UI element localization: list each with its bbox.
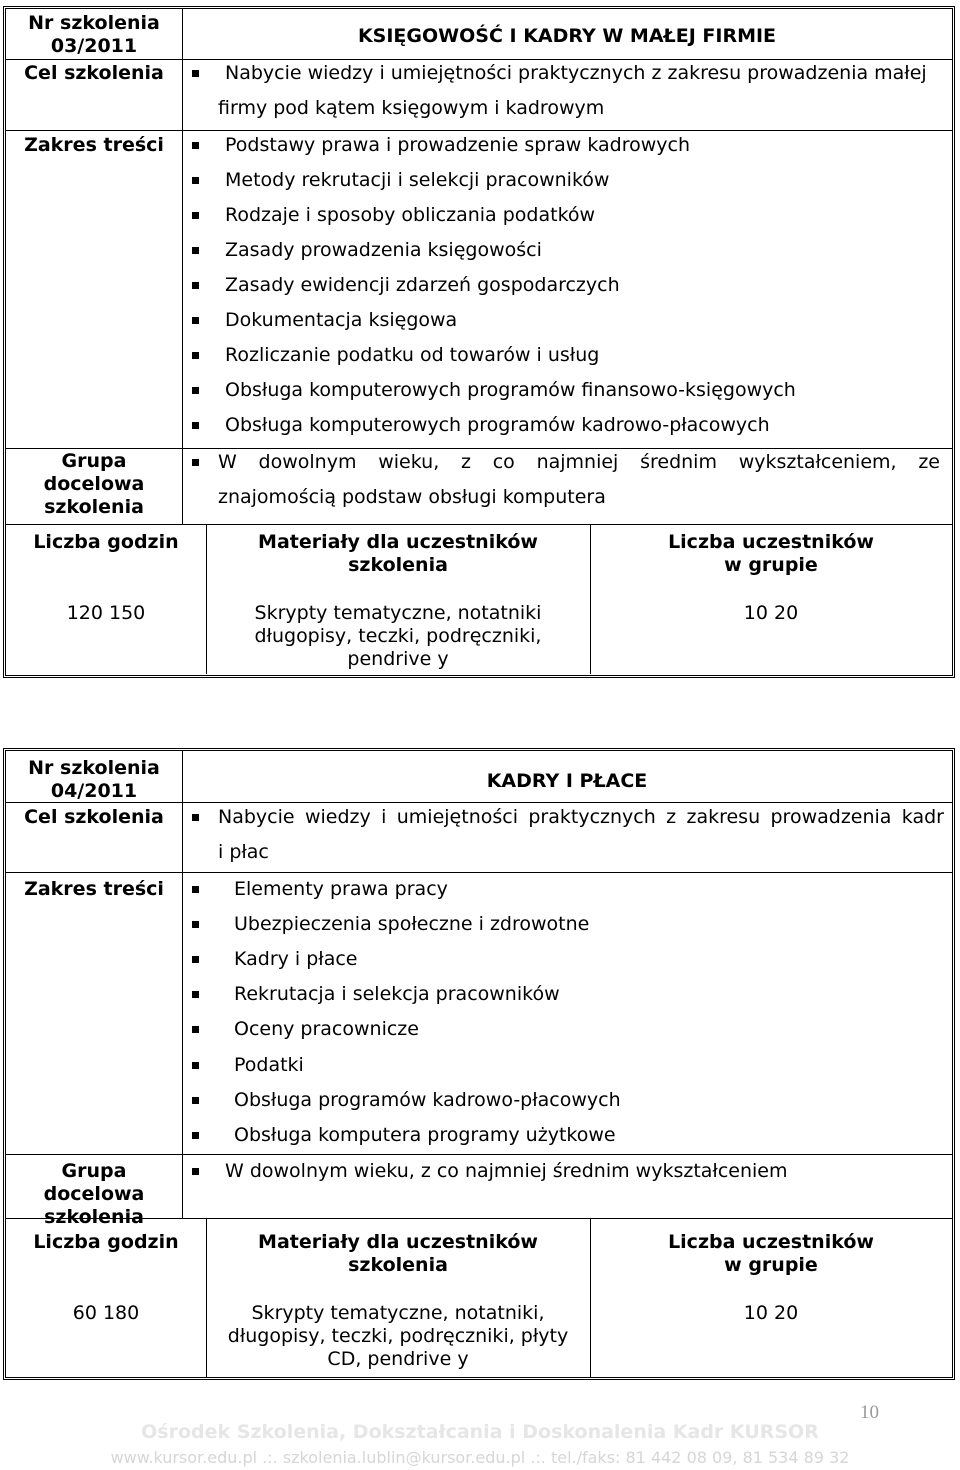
course-number-label: Nr szkolenia bbox=[28, 757, 160, 779]
materials-value-line: Skrypty tematyczne, notatniki, bbox=[251, 1302, 545, 1324]
hours-value: 60 180 bbox=[72, 1302, 140, 1324]
bullet-icon bbox=[192, 991, 199, 998]
goal-text-line-2: i płac bbox=[218, 841, 269, 863]
row-divider bbox=[6, 1154, 952, 1155]
scope-list-item-text: Dokumentacja księgowa bbox=[225, 309, 458, 331]
materials-label bbox=[206, 531, 590, 577]
participants-label bbox=[590, 531, 952, 577]
target-group-label bbox=[6, 450, 182, 519]
materials-value-line: długopisy, teczki, podręczniki, bbox=[254, 625, 542, 647]
bullet-icon bbox=[192, 1062, 199, 1069]
materials-label bbox=[206, 1231, 590, 1277]
target-group-text-line-1: W dowolnym wieku, z co najmniej średnim wykształceniem, ze bbox=[218, 451, 940, 473]
scope-list-item-text: Obsługa programów kadrowo-płacowych bbox=[234, 1088, 621, 1111]
participants-label-line: Liczba uczestników bbox=[668, 1231, 874, 1253]
participants-label-line: Liczba uczestników bbox=[668, 531, 874, 553]
scope-list-item-text: Rozliczanie podatku od towarów i usług bbox=[225, 344, 600, 366]
scope-list-item-text: Metody rekrutacji i selekcji pracowników bbox=[225, 169, 610, 191]
course-table-1 bbox=[3, 6, 955, 678]
target-group-label-line: docelowa bbox=[43, 473, 145, 495]
bullet-icon bbox=[192, 70, 199, 77]
row-divider bbox=[6, 130, 952, 131]
goal-label: Cel szkolenia bbox=[24, 62, 164, 84]
bullet-icon bbox=[192, 142, 199, 149]
bullet-icon bbox=[192, 956, 199, 963]
bullet-icon bbox=[192, 387, 199, 394]
goal-text-line-2: firmy pod kątem księgowym i kadrowym bbox=[218, 97, 605, 119]
scope-label: Zakres treści bbox=[24, 134, 164, 156]
hours-label: Liczba godzin bbox=[33, 531, 179, 553]
materials-label-line: Materiały dla uczestników bbox=[258, 531, 538, 553]
scope-list-item-text: Ubezpieczenia społeczne i zdrowotne bbox=[234, 913, 590, 936]
target-group-label-line: szkolenia bbox=[44, 496, 144, 518]
materials-label-line: szkolenia bbox=[348, 1254, 448, 1276]
bullet-icon bbox=[192, 1132, 199, 1139]
bullet-icon bbox=[192, 1026, 199, 1033]
materials-value-line: długopisy, teczki, podręczniki, płyty bbox=[227, 1325, 569, 1347]
bullet-icon bbox=[192, 282, 199, 289]
goal-label: Cel szkolenia bbox=[24, 806, 164, 828]
course-number-cell bbox=[6, 12, 182, 58]
materials-label-line: Materiały dla uczestników bbox=[258, 1231, 538, 1253]
scope-list-item-text: Podstawy prawa i prowadzenie spraw kadrowych bbox=[225, 134, 691, 156]
goal-text-line-1: Nabycie wiedzy i umiejętności praktycznych z zakresu prowadzenia małej bbox=[225, 62, 927, 84]
bullet-icon bbox=[192, 177, 199, 184]
course-title: KADRY I PŁACE bbox=[486, 770, 648, 792]
goal-text-line-1: Nabycie wiedzy i umiejętności praktycznych z zakresu prowadzenia kadr bbox=[218, 806, 944, 828]
bullet-icon bbox=[192, 317, 199, 324]
bullet-icon bbox=[192, 1097, 199, 1104]
hours-value: 120 150 bbox=[66, 602, 146, 624]
page-number: 10 bbox=[860, 1402, 879, 1423]
course-number-label: Nr szkolenia bbox=[28, 12, 160, 34]
bullet-icon bbox=[192, 921, 199, 928]
target-group-text-line-1: W dowolnym wieku, z co najmniej średnim wykształceniem bbox=[225, 1160, 788, 1182]
footer-organization: Ośrodek Szkolenia, Dokształcania i Doskonalenia Kadr KURSOR bbox=[141, 1421, 819, 1443]
column-divider bbox=[182, 751, 183, 1218]
materials-value bbox=[206, 1302, 590, 1371]
course-number-value: 04/2011 bbox=[50, 780, 138, 802]
scope-list-item-text: Rekrutacja i selekcja pracowników bbox=[234, 983, 560, 1006]
materials-label-line: szkolenia bbox=[348, 554, 448, 576]
target-group-text-line-2: znajomością podstaw obsługi komputera bbox=[218, 486, 606, 508]
column-divider bbox=[182, 9, 183, 524]
scope-list-item-text: Elementy prawa pracy bbox=[234, 878, 448, 900]
participants-label bbox=[590, 1231, 952, 1277]
bullet-icon bbox=[192, 459, 199, 466]
course-number-cell bbox=[6, 757, 182, 803]
scope-list-item-text: Obsługa komputerowych programów kadrowo-płacowych bbox=[225, 414, 770, 436]
target-group-label-line: Grupa bbox=[61, 450, 127, 472]
row-divider bbox=[6, 872, 952, 873]
target-group-label-line: Grupa bbox=[61, 1160, 127, 1182]
participants-label-line: w grupie bbox=[724, 554, 818, 576]
materials-value bbox=[206, 602, 590, 671]
scope-list-item-text: Podatki bbox=[234, 1053, 304, 1076]
bullet-icon bbox=[192, 886, 199, 893]
scope-list-item-text: Kadry i płace bbox=[234, 948, 358, 971]
scope-list-item-text: Zasady prowadzenia księgowości bbox=[225, 239, 542, 261]
bullet-icon bbox=[192, 212, 199, 219]
scope-list-item-text: Rodzaje i sposoby obliczania podatków bbox=[225, 204, 596, 226]
materials-value-line: pendrive y bbox=[347, 648, 449, 670]
footer-contact: www.kursor.edu.pl .:. szkolenia.lublin@kursor.edu.pl .:. tel./faks: 81 442 08 09, 81 534 89 32 bbox=[110, 1448, 850, 1467]
participants-label-line: w grupie bbox=[724, 1254, 818, 1276]
scope-list-item-text: Oceny pracownicze bbox=[234, 1018, 419, 1041]
course-number-value: 03/2011 bbox=[50, 35, 138, 57]
target-group-label-line: szkolenia bbox=[44, 1206, 144, 1228]
scope-list-item-text: Zasady ewidencji zdarzeń gospodarczych bbox=[225, 274, 620, 296]
scope-list-item-text: Obsługa komputera programy użytkowe bbox=[234, 1123, 616, 1146]
bullet-icon bbox=[192, 352, 199, 359]
participants-value: 10 20 bbox=[743, 1302, 799, 1324]
participants-value: 10 20 bbox=[743, 602, 799, 624]
materials-value-line: CD, pendrive y bbox=[327, 1348, 469, 1370]
row-divider bbox=[6, 448, 952, 449]
materials-value-line: Skrypty tematyczne, notatniki bbox=[254, 602, 542, 624]
bullet-icon bbox=[192, 422, 199, 429]
bullet-icon bbox=[192, 1168, 199, 1175]
target-group-label bbox=[6, 1160, 182, 1229]
scope-list-item-text: Obsługa komputerowych programów finansowo-księgowych bbox=[225, 379, 796, 401]
bullet-icon bbox=[192, 814, 199, 821]
row-divider bbox=[6, 524, 952, 525]
course-table-2 bbox=[3, 748, 955, 1380]
bullet-icon bbox=[192, 247, 199, 254]
course-title: KSIĘGOWOŚĆ I KADRY W MAŁEJ FIRMIE bbox=[357, 25, 777, 47]
row-divider bbox=[6, 59, 952, 60]
scope-label: Zakres treści bbox=[24, 878, 164, 900]
target-group-label-line: docelowa bbox=[43, 1183, 145, 1205]
hours-label: Liczba godzin bbox=[33, 1231, 179, 1253]
